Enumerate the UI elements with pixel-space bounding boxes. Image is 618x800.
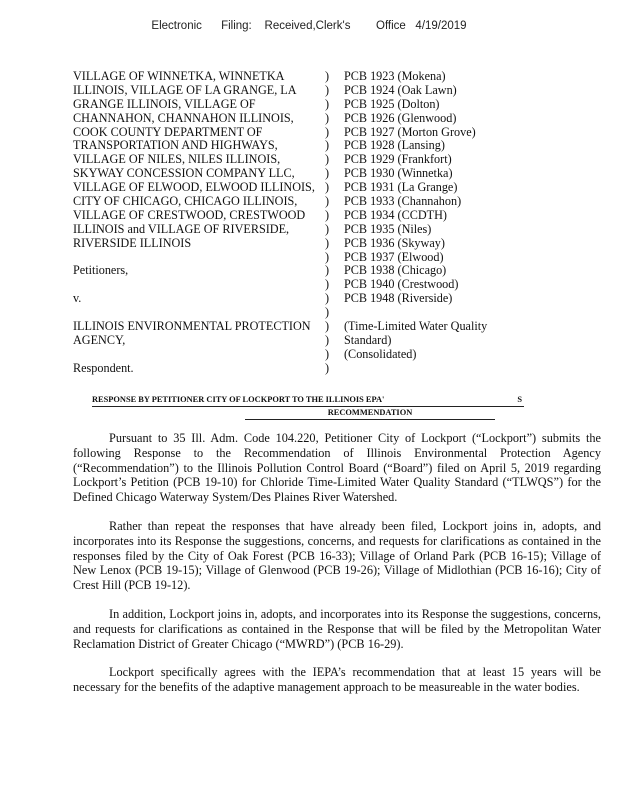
- caption-case-number: PCB 1934 (CCDTH): [344, 207, 447, 222]
- caption-case-number: Standard): [344, 332, 392, 347]
- caption-party-text: ILLINOIS ENVIRONMENTAL PROTECTION: [73, 320, 311, 334]
- caption-row: [0, 251, 618, 265]
- caption-row: [0, 153, 618, 167]
- caption-row: [0, 126, 618, 140]
- caption-case-number: PCB 1925 (Dolton): [344, 96, 440, 111]
- caption-party-text: ILLINOIS, VILLAGE OF LA GRANGE, LA: [73, 83, 297, 97]
- caption-paren: ): [325, 207, 330, 222]
- caption-row: [0, 209, 618, 223]
- filing-stamp: Electronic Filing: Received,Clerk's Office 4/19/2019: [151, 20, 467, 32]
- caption-row: [0, 264, 618, 278]
- caption-party-text: v.: [73, 292, 82, 306]
- caption-case-number: PCB 1927 (Morton Grove): [344, 124, 476, 139]
- caption-paren: ): [325, 69, 330, 83]
- caption-row: [0, 98, 618, 112]
- caption-paren: ): [325, 360, 330, 375]
- caption-row: [0, 84, 618, 98]
- caption-case-number: (Time-Limited Water Quality: [344, 319, 488, 334]
- caption-party-text: COOK COUNTY DEPARTMENT OF: [73, 125, 263, 139]
- caption-party-text: VILLAGE OF ELWOOD, ELWOOD ILLINOIS,: [73, 181, 315, 195]
- caption-row: [0, 139, 618, 153]
- caption-case-number: PCB 1935 (Niles): [344, 221, 432, 236]
- caption-row: [0, 112, 618, 126]
- title-line-2: RECOMMENDATION: [245, 407, 495, 420]
- caption-paren: ): [325, 152, 330, 167]
- caption-case-number: PCB 1936 (Skyway): [344, 235, 445, 250]
- caption-paren: ): [325, 319, 330, 334]
- caption-paren: ): [325, 96, 330, 111]
- caption-case-number: (Consolidated): [344, 346, 417, 361]
- caption-party-text: VILLAGE OF WINNETKA, WINNETKA: [73, 70, 285, 83]
- caption-row: [0, 167, 618, 181]
- caption-case-number: PCB 1937 (Elwood): [344, 249, 444, 264]
- caption-party-text: CITY OF CHICAGO, CHICAGO ILLINOIS,: [73, 195, 298, 209]
- caption-party-text: Petitioners,: [73, 264, 129, 278]
- caption-party-text: SKYWAY CONCESSION COMPANY LLC,: [73, 167, 295, 181]
- caption-paren: ): [325, 166, 330, 181]
- paragraph-1: Pursuant to 35 Ill. Adm. Code 104.220, Petitioner City of Lockport (“Lockport”) submits the following Response to the Recommendation of Illinois Environmental Protection Agency (“Recommendation”) to the Illinois Pollution Control Board (“Board”) filed on April 5, 2019 regarding Lockport’s Petition (PCB 19-10) for Chloride Time-Limited Water Quality Standard (“TLWQS”) for the Defined Chicago Waterway System/Des Plaines River Watershed.: [73, 431, 601, 505]
- caption-party-text: TRANSPORTATION AND HIGHWAYS,: [73, 139, 278, 153]
- caption-party-text: GRANGE ILLINOIS, VILLAGE OF: [73, 97, 256, 111]
- caption-row: [0, 237, 618, 251]
- title-text: RESPONSE BY PETITIONER CITY OF LOCKPORT TO THE ILLINOIS EPA': [92, 395, 385, 404]
- caption-case-number: PCB 1931 (La Grange): [344, 180, 458, 195]
- caption-case-number: PCB 1930 (Winnetka): [344, 166, 453, 181]
- caption-party-text: ILLINOIS and VILLAGE OF RIVERSIDE,: [73, 222, 290, 236]
- caption-case-number: PCB 1924 (Oak Lawn): [344, 82, 457, 97]
- document-body: [73, 431, 601, 709]
- caption-case-number: PCB 1926 (Glenwood): [344, 110, 457, 125]
- caption-case-number: PCB 1948 (Riverside): [344, 291, 453, 306]
- caption-paren: ): [325, 180, 330, 195]
- caption-paren: ): [325, 138, 330, 153]
- caption-paren: ): [325, 277, 330, 292]
- document-title: [92, 394, 524, 420]
- caption-case-number: PCB 1929 (Frankfort): [344, 152, 452, 167]
- caption-paren: ): [325, 291, 330, 306]
- caption-paren: ): [325, 221, 330, 236]
- caption-row: [0, 70, 618, 84]
- paragraph-2: Rather than repeat the responses that have already been filed, Lockport joins in, adopts, and incorporates into its Response the suggestions, concerns, and requests for clarifications as contained in the responses filed by the City of Oak Forest (PCB 16-33); Village of Orland Park (PCB 16-15); Village of New Lenox (PCB 19-15); Village of Glenwood (PCB 19-26); Village of Midlothian (PCB 16-16); City of Crest Hill (PCB 19-12).: [73, 518, 601, 593]
- caption-case-number: PCB 1940 (Crestwood): [344, 277, 459, 292]
- caption-paren: ): [325, 110, 330, 125]
- title-line-1: [92, 394, 524, 407]
- caption-paren: ): [325, 346, 330, 361]
- caption-party-text: VILLAGE OF NILES, NILES ILLINOIS,: [73, 153, 281, 167]
- caption-paren: ): [325, 124, 330, 139]
- caption-case-number: PCB 1938 (Chicago): [344, 263, 447, 278]
- caption-row: [0, 334, 618, 348]
- caption-case-number: PCB 1928 (Lansing): [344, 138, 445, 153]
- title-suffix: S: [517, 395, 522, 404]
- caption-row: [0, 195, 618, 209]
- caption-paren: ): [325, 305, 330, 320]
- caption-paren: ): [325, 194, 330, 209]
- paragraph-4: Lockport specifically agrees with the IEPA’s recommendation that at least 15 years will be necessary for the benefits of the adaptive management approach to be measureable in the water bodies.: [73, 665, 601, 695]
- caption-case-number: PCB 1933 (Channahon): [344, 194, 462, 209]
- caption-row: [0, 181, 618, 195]
- caption-paren: ): [325, 82, 330, 97]
- paragraph-3: In addition, Lockport joins in, adopts, and incorporates into its Response the suggestions, concerns, and requests for clarifications as contained in the Response that will be filed by the Metropolitan Water Reclamation District of Greater Chicago (“MWRD”) (PCB 16-29).: [73, 606, 601, 651]
- caption-party-text: RIVERSIDE ILLINOIS: [73, 236, 192, 250]
- caption-paren: ): [325, 235, 330, 250]
- caption-row: [0, 278, 618, 292]
- caption-row: [0, 292, 618, 306]
- caption-row: [0, 362, 618, 376]
- caption-paren: ): [325, 263, 330, 278]
- case-caption: [0, 70, 618, 376]
- caption-row: [0, 223, 618, 237]
- caption-paren: ): [325, 249, 330, 264]
- caption-paren: ): [325, 332, 330, 347]
- caption-row: [0, 348, 618, 362]
- caption-row: [0, 306, 618, 320]
- caption-party-text: AGENCY,: [73, 333, 126, 347]
- caption-party-text: CHANNAHON, CHANNAHON ILLINOIS,: [73, 111, 294, 125]
- caption-party-text: Respondent.: [73, 361, 134, 375]
- caption-party-text: VILLAGE OF CRESTWOOD, CRESTWOOD: [73, 208, 306, 222]
- caption-row: [0, 320, 618, 334]
- caption-case-number: PCB 1923 (Mokena): [344, 69, 446, 83]
